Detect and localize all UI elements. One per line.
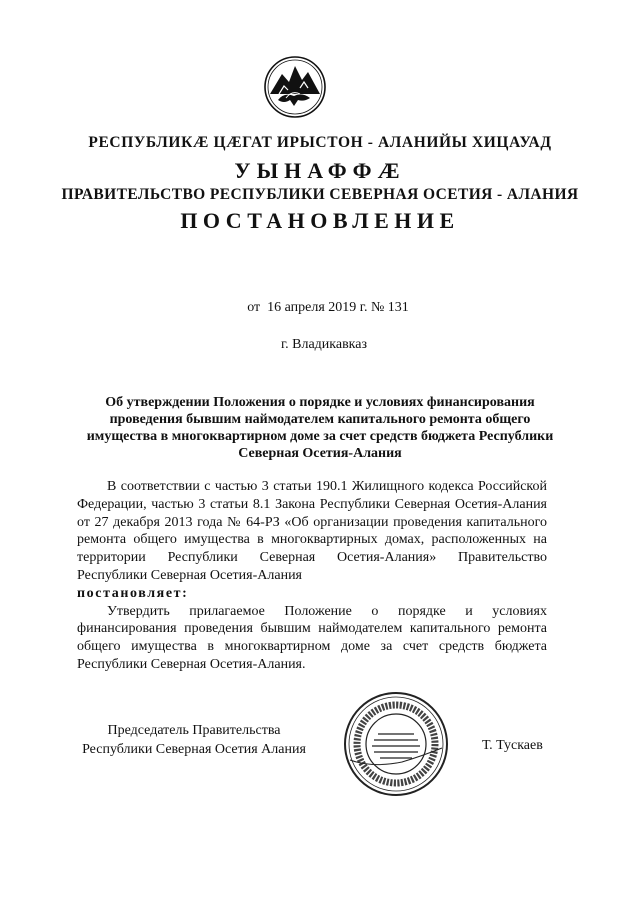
body-paragraph-preamble: В соответствии с частью 3 статьи 190.1 Жилищного кодекса Российской Федерации, частью 3 статьи 8.1 Закона Республики Северная Осетия-Алания от 27 декабря 2013 года № 64-РЗ «Об организации проведения капитального ремонта общего имущества в многоквартирных домах, расположенных на территории Республики Северная Осетия-Алания» Правительство Республики Северная Осетия-Алания	[77, 479, 547, 583]
signatory-name: Т. Тускаев	[482, 738, 543, 753]
signatory-position	[74, 721, 314, 759]
header-ossetian-republic: РЕСПУБЛИКӔ ЦӔГАТ ИРЫСТОН - АЛАНИЙЫ ХИЦАУАД	[88, 134, 552, 151]
decree-city: г. Владикавказ	[280, 337, 368, 352]
header-russian-government: ПРАВИТЕЛЬСТВО РЕСПУБЛИКИ СЕВЕРНАЯ ОСЕТИЯ - АЛАНИЯ	[61, 186, 579, 203]
decree-date-number: от 16 апреля 2019 г. № 131	[247, 300, 409, 315]
decree-body	[77, 478, 547, 674]
decree-title: Об утверждении Положения о порядке и условиях финансирования проведения бывшим наймодателем капитального ремонта общего имущества в многоквартирном доме за счет средств бюджета Республики Северная Осетия-Алания	[86, 395, 554, 461]
signatory-position-line2: Республики Северная Осетия Алания	[82, 742, 306, 757]
header-ossetian-decree: УЫНАФФӔ	[234, 158, 406, 183]
body-resolves: постановляет:	[77, 585, 189, 601]
official-stamp-icon	[342, 690, 450, 798]
signatory-position-line1: Председатель Правительства	[107, 723, 281, 738]
header-russian-decree: ПОСТАНОВЛЕНИЕ	[180, 208, 460, 233]
body-paragraph-resolution: Утвердить прилагаемое Положение о порядке и условиях финансирования проведения бывшим наймодателем капитального ремонта общего имущества в многоквартирном доме за счет средств бюджета Республики Северная Осетия-Алания.	[77, 603, 547, 672]
coat-of-arms-icon	[264, 54, 326, 120]
